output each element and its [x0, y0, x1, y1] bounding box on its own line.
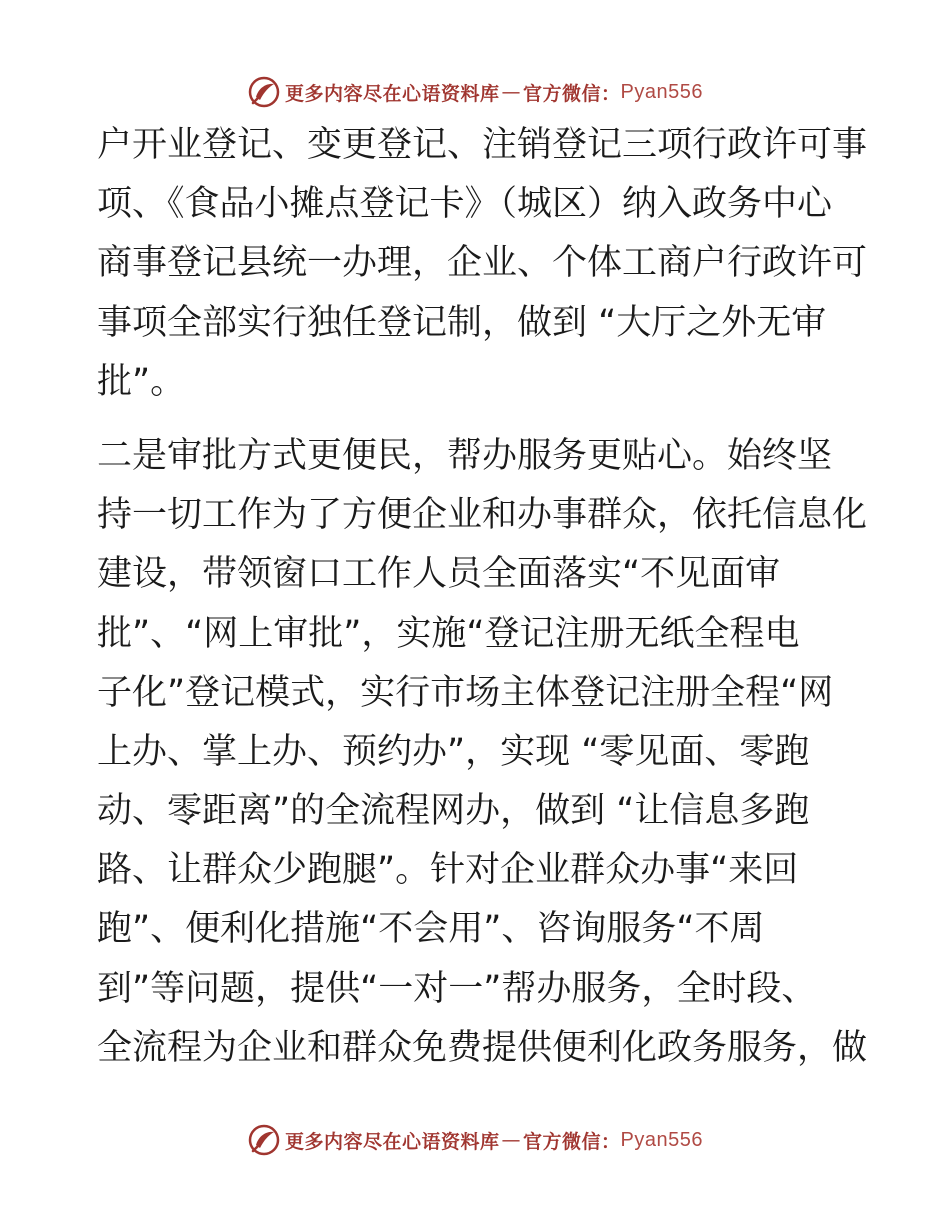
text-line: 动、零距离”的全流程网办，做到 “让信息多跑 — [97, 791, 810, 832]
watermark-dash: — — [501, 1129, 522, 1151]
text-line: 建设，带领窗口工作人员全面落实“不见面审 — [97, 554, 781, 595]
watermark-wechat-id: Pyan556 — [620, 1128, 703, 1151]
text-line: 全流程为企业和群众免费提供便利化政务服务，做 — [97, 1027, 868, 1068]
watermark-brand-text: 更多内容尽在心语资料库 — [285, 82, 500, 105]
footer-watermark — [0, 1120, 950, 1160]
paragraph-gap — [97, 412, 857, 427]
text-line: 持一切工作为了方便企业和办事群众，依托信息化 — [97, 495, 868, 536]
text-line: 批”。 — [97, 361, 186, 402]
text-line: 户开业登记、变更登记、注销登记三项行政许可事 — [97, 125, 868, 165]
document-body — [97, 116, 868, 1078]
watermark-wechat-label: 官方微信： — [523, 82, 621, 105]
text-line: 路、让群众少跑腿”。针对企业群众办事“来回 — [97, 850, 799, 891]
watermark-wechat-label: 官方微信： — [523, 1130, 621, 1153]
header-watermark — [0, 72, 950, 112]
text-line: 二是审批方式更便民，帮办服务更贴心。始终坚 — [97, 435, 833, 476]
brand-logo-icon — [247, 75, 281, 109]
text-line: 商事登记县统一办理，企业、个体工商户行政许可 — [97, 243, 868, 284]
paragraph-2 — [97, 427, 868, 1078]
watermark-brand-text: 更多内容尽在心语资料库 — [285, 1130, 500, 1153]
text-line: 事项全部实行独任登记制，做到 “大厅之外无审 — [97, 302, 827, 343]
text-line: 跑”、便利化措施“不会用”、咨询服务“不周 — [97, 909, 765, 950]
text-line: 上办、掌上办、预约办”，实现 “零见面、零跑 — [97, 731, 810, 772]
paragraph-1 — [97, 116, 868, 412]
brand-logo-icon — [247, 1123, 281, 1157]
text-line: 批”、“网上审批”，实施“登记注册无纸全程电 — [97, 613, 800, 654]
watermark-dash: — — [501, 81, 522, 103]
text-line: 项、《食品小摊点登记卡》（城区）纳入政务中心 — [97, 184, 833, 225]
watermark-wechat-id: Pyan556 — [620, 80, 703, 103]
text-line: 子化”登记模式，实行市场主体登记注册全程“网 — [97, 672, 834, 713]
text-line: 到”等问题，提供“一对一”帮办服务，全时段、 — [97, 968, 817, 1009]
